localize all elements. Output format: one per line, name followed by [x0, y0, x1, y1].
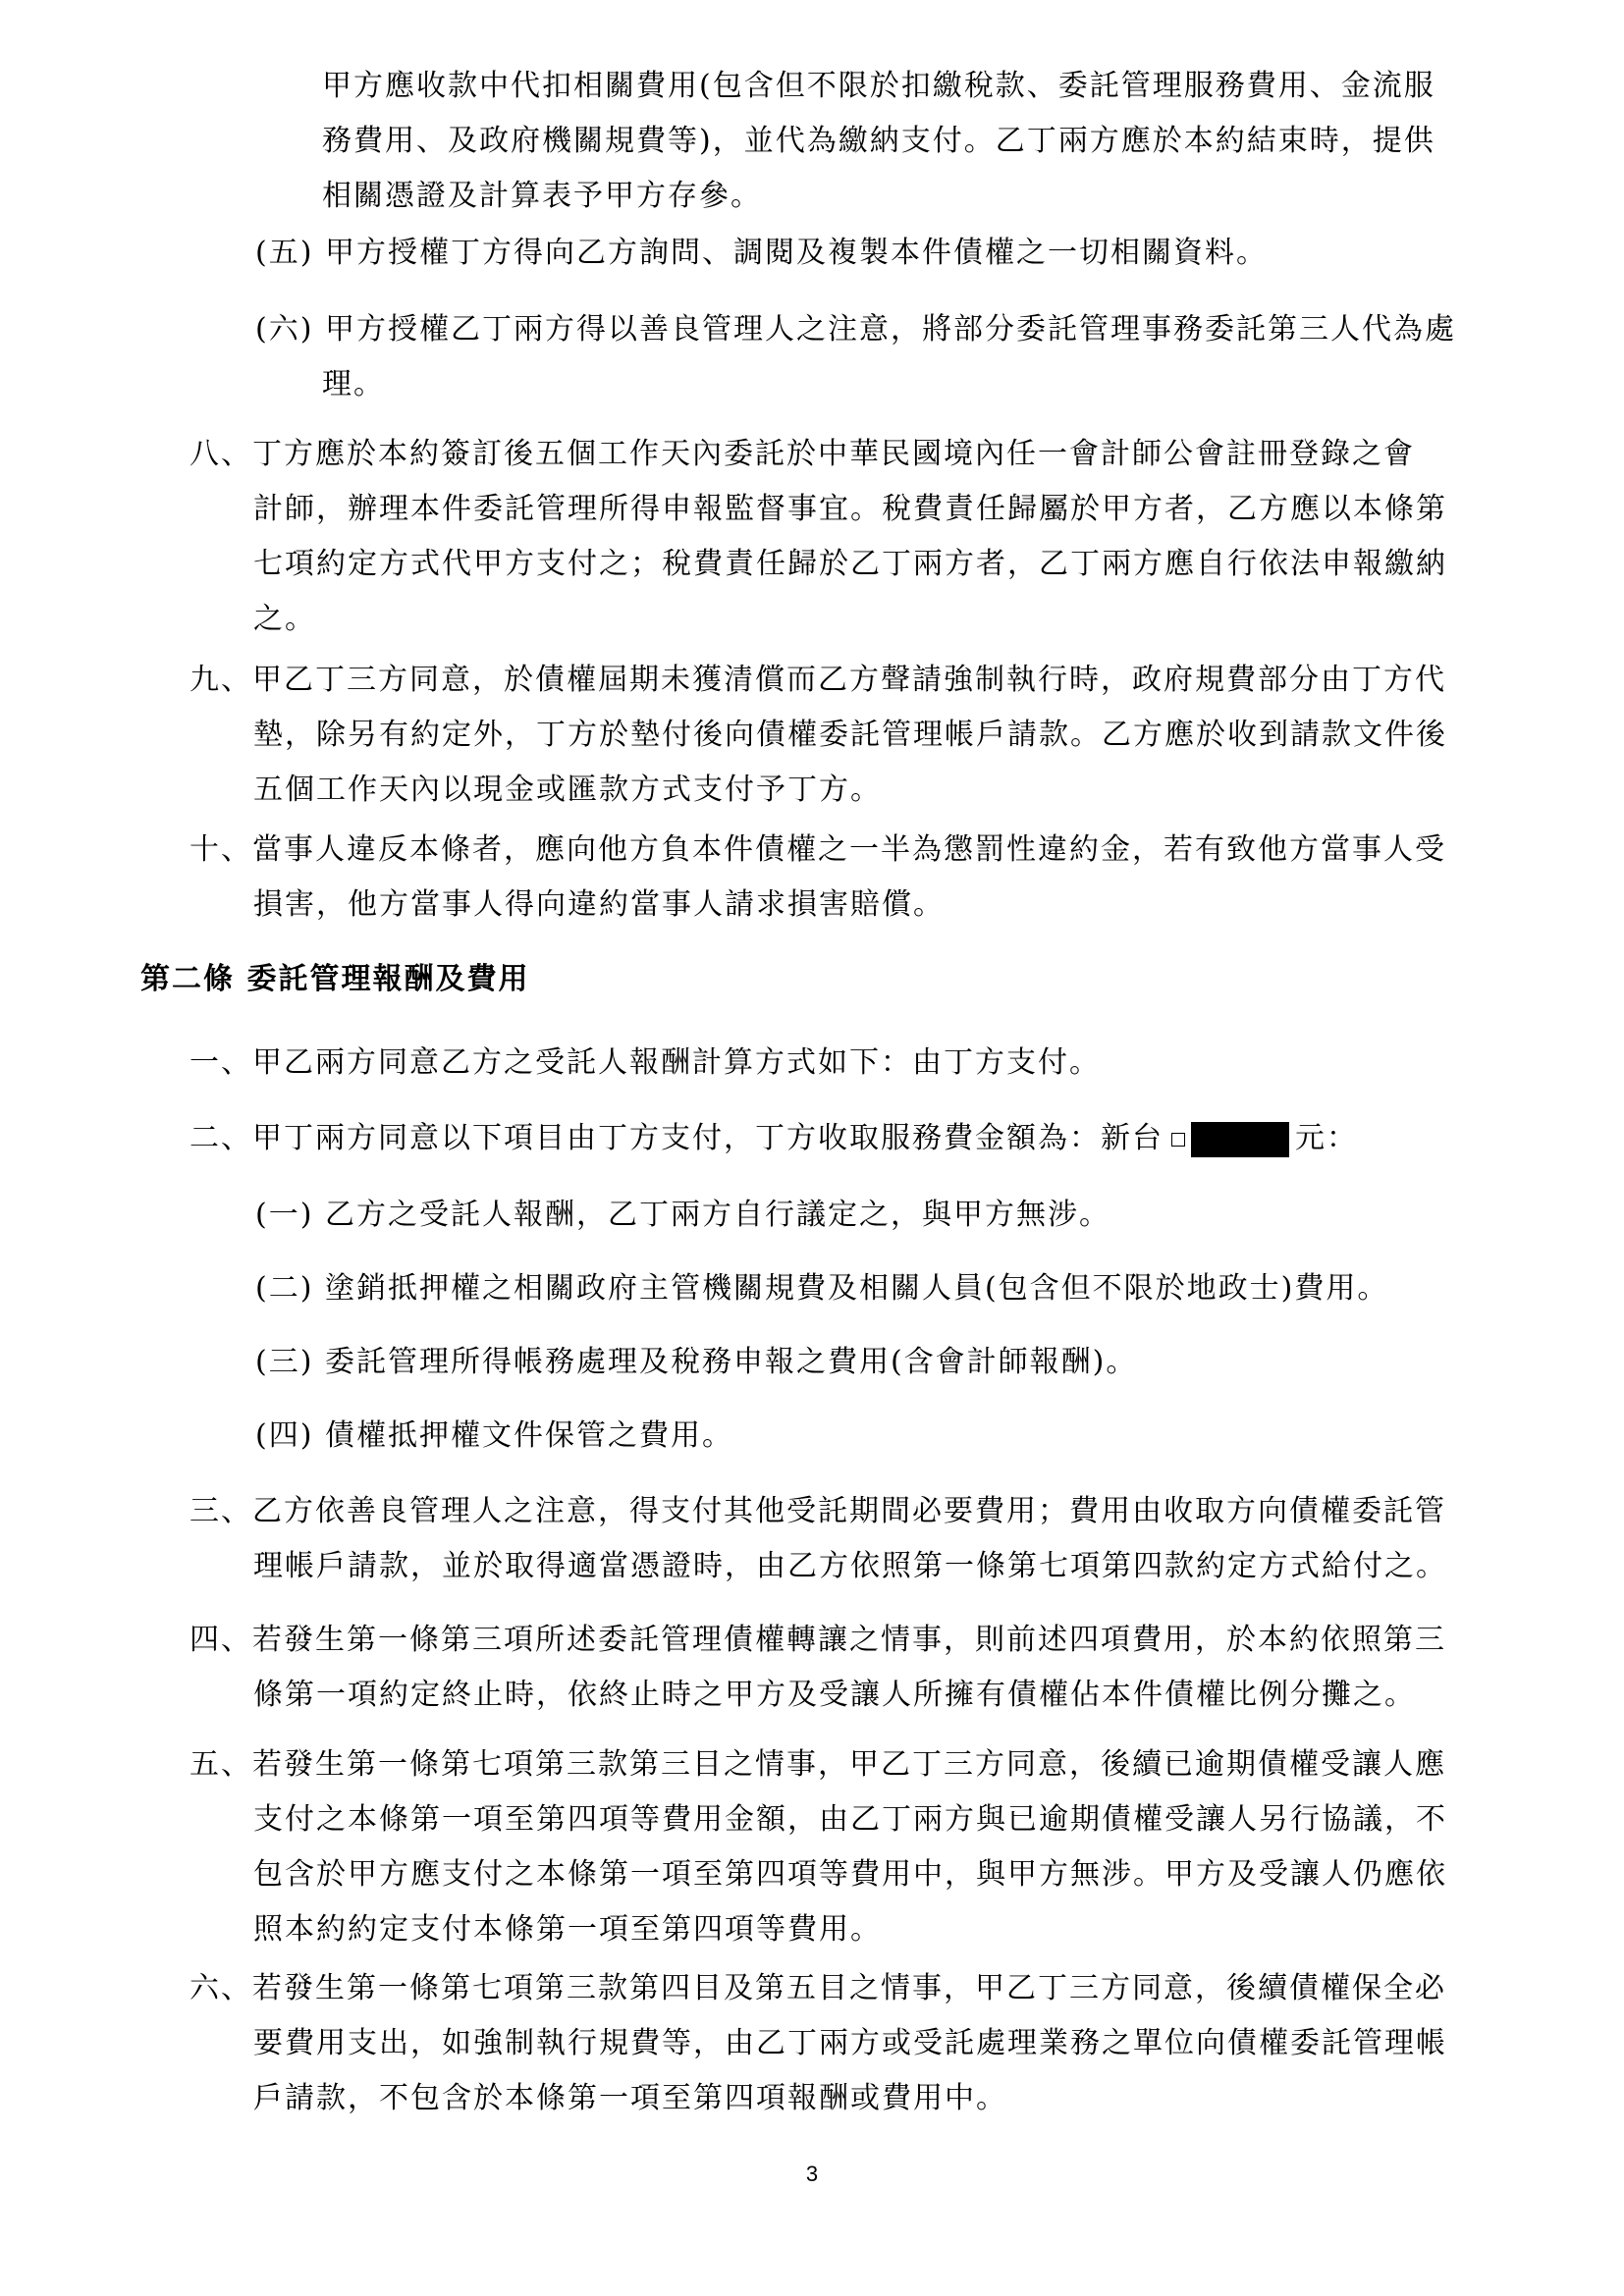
text-line: (一) 乙方之受託人報酬，乙丁兩方自行議定之，與甲方無涉。: [255, 1198, 1110, 1232]
text-line: 損害，他方當事人得向違約當事人請求損害賠償。: [253, 887, 945, 922]
text-line: 八、丁方應於本約簽訂後五個工作天內委託於中華民國境內任一會計師公會註冊登錄之會: [189, 437, 1415, 471]
page-number: 3: [805, 2162, 819, 2186]
text-line: 相關憑證及計算表予甲方存參。: [322, 179, 762, 213]
text-line: 七項約定方式代甲方支付之；稅費責任歸於乙丁兩方者，乙丁兩方應自行依法申報繳納: [253, 547, 1447, 581]
paragraph-continuation: [322, 59, 1505, 224]
text-line: 條第一項約定終止時，依終止時之甲方及受讓人所擁有債權佔本件債權比例分攤之。: [253, 1678, 1416, 1712]
redaction-block: [1191, 1122, 1289, 1157]
text-line: (四) 債權抵押權文件保管之費用。: [255, 1418, 733, 1453]
text-segment: 二、甲丁兩方同意以下項目由丁方支付，丁方收取服務費金額為：新台: [189, 1121, 1164, 1155]
fee-item-2: [255, 1261, 1507, 1316]
text-line: 理帳戶請款，並於取得適當憑證時，由乙方依照第一條第七項第四款約定方式給付之。: [253, 1549, 1447, 1583]
clause-10: [189, 823, 1505, 933]
text-line: (二) 塗銷抵押權之相關政府主管機關規費及相關人員(包含但不限於地政士)費用。: [255, 1271, 1389, 1306]
text-line: 之。: [253, 602, 316, 636]
fee-clause-3: [189, 1484, 1505, 1594]
text-line: 十、當事人違反本條者，應向他方負本件債權之一半為懲罰性違約金，若有致他方當事人受: [189, 832, 1446, 867]
fee-clause-5: [189, 1737, 1505, 1957]
fee-clause-4: [189, 1613, 1505, 1723]
text-line: 包含於甲方應支付之本條第一項至第四項等費用中，與甲方無涉。甲方及受讓人仍應依: [253, 1857, 1447, 1892]
section-heading: 第二條 委託管理報酬及費用: [140, 962, 530, 996]
text-line: 甲方應收款中代扣相關費用(包含但不限於扣繳稅款、委託管理服務費用、金流服: [322, 69, 1435, 103]
text-line: 一、甲乙兩方同意乙方之受託人報酬計算方式如下：由丁方支付。: [189, 1045, 1101, 1080]
text-line: 五、若發生第一條第七項第三款第三目之情事，甲乙丁三方同意，後續已逾期債權受讓人應: [189, 1747, 1446, 1782]
text-line: 五個工作天內以現金或匯款方式支付予丁方。: [253, 773, 882, 807]
fee-clause-6: [189, 1961, 1505, 2126]
text-line: 四、若發生第一條第三項所述委託管理債權轉讓之情事，則前述四項費用，於本約依照第三: [189, 1623, 1446, 1657]
clause-item-5: [255, 226, 1507, 281]
text-line: 六、若發生第一條第七項第三款第四目及第五目之情事，甲乙丁三方同意，後續債權保全必: [189, 1971, 1446, 2005]
text-line: 三、乙方依善良管理人之注意，得支付其他受託期間必要費用；費用由收取方向債權委託管: [189, 1494, 1446, 1528]
checkbox-icon: [1171, 1133, 1185, 1147]
fee-clause-2: [189, 1111, 1505, 1166]
fee-clause-1: [189, 1036, 1505, 1091]
clause-9: [189, 653, 1505, 818]
text-line: 計師，辦理本件委託管理所得申報監督事宜。稅費責任歸屬於甲方者，乙方應以本條第: [253, 492, 1447, 526]
text-line: 務費用、及政府機關規費等)，並代為繳納支付。乙丁兩方應於本約結束時，提供: [322, 124, 1435, 158]
text-line: (五) 甲方授權丁方得向乙方詢問、調閱及複製本件債權之一切相關資料。: [255, 236, 1268, 270]
clause-item-6: [255, 302, 1507, 412]
text-line: 支付之本條第一項至第四項等費用金額，由乙丁兩方與已逾期債權受讓人另行協議，不: [253, 1802, 1447, 1837]
fee-item-4: [255, 1409, 1507, 1464]
text-segment: 元：: [1295, 1121, 1358, 1155]
text-line: 戶請款，不包含於本條第一項至第四項報酬或費用中。: [253, 2081, 1007, 2115]
text-line: 要費用支出，如強制執行規費等，由乙丁兩方或受託處理業務之單位向債權委託管理帳: [253, 2026, 1447, 2060]
text-line: 墊，除另有約定外，丁方於墊付後向債權委託管理帳戶請款。乙方應於收到請款文件後: [253, 718, 1447, 752]
fee-item-3: [255, 1335, 1507, 1390]
fee-item-1: [255, 1188, 1507, 1243]
clause-8: [189, 427, 1505, 647]
text-line: (六) 甲方授權乙丁兩方得以善良管理人之注意，將部分委託管理事務委託第三人代為處: [255, 312, 1456, 347]
text-line: 九、甲乙丁三方同意，於債權屆期未獲清償而乙方聲請強制執行時，政府規費部分由丁方代: [189, 663, 1446, 697]
text-line: 照本約約定支付本條第一項至第四項等費用。: [253, 1912, 882, 1947]
text-line: 理。: [322, 367, 385, 401]
text-line: (三) 委託管理所得帳務處理及稅務申報之費用(含會計師報酬)。: [255, 1345, 1138, 1379]
text-line: [189, 1111, 1505, 1166]
